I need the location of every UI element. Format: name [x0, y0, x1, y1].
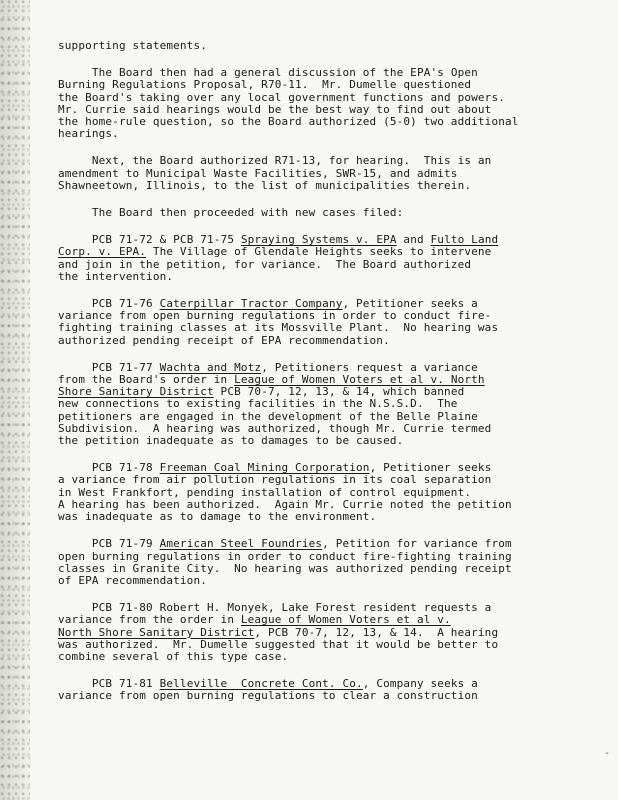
paragraph-text: , PCB 70-7, 12, 13, & 14. A hearing was authorized. Mr. Dumelle suggested that it would be better to combine several of this type case.	[58, 625, 499, 663]
paragraph-text: PCB 71-72 & PCB 71-75	[58, 233, 241, 247]
paragraph-text: , Company seeks a variance from open burning regulations to clear a construction	[58, 677, 478, 703]
paragraph-text: , Petition for variance from open burning regulations in order to conduct fire-fighting training classes in Granite City. No hearing was authorized pending receipt of EPA recommendation.	[58, 537, 512, 587]
paragraph-text: PCB 71-77	[58, 360, 160, 374]
paragraph-p6	[58, 362, 594, 447]
paragraph-text: PCB 71-76	[58, 297, 160, 311]
paragraph-p4	[58, 234, 594, 283]
paragraph-p3	[58, 207, 594, 219]
underlined-case-name: League of Women Voters et al v. North Shore Sanitary District	[58, 373, 485, 399]
underlined-case-name: Wachta and Motz	[159, 360, 262, 374]
underlined-case-name: Belleville Concrete Cont. Co.	[159, 677, 363, 691]
paragraph-text: PCB 71-80 Robert H. Monyek, Lake Forest resident requests a variance from the order in	[58, 601, 492, 627]
document-body	[58, 40, 594, 718]
underlined-case-name: League of Women Voters et al v. North Shore Sanitary District	[58, 613, 451, 639]
paragraph-text: PCB 70-7, 12, 13, & 14, which banned new connections to existing facilities in the N.S.S.D. The petitioners are engaged in the development of the Belle Plaine Subdivision. A hearing was authorized, though Mr. Currie termed the petition inadequate as to damages to be caused.	[58, 385, 492, 448]
paragraph-p0	[58, 40, 594, 52]
paragraph-text: , Petitioner seeks a variance from air pollution regulations in its coal separation in West Frankfort, pending installation of control equipment. A hearing has been authorized. Again Mr. Currie noted the petition was inadequate as to damage to the environment.	[58, 461, 512, 524]
underlined-case-name: Spraying Systems v. EPA	[240, 233, 397, 247]
paragraph-text: The Board then proceeded with new cases filed:	[58, 206, 404, 220]
underlined-case-name: Caterpillar Tractor Company	[159, 297, 343, 311]
paragraph-text: supporting statements.	[58, 39, 207, 52]
paragraph-text: PCB 71-81	[58, 677, 160, 691]
paragraph-text: The Board then had a general discussion of the EPA's Open Burning Regulations Proposal, R70-11. Mr. Dumelle questioned the Board's taking over any local government functions and powers. Mr. Currie said hearings would be the best way to find out about the home-rule question, so the Board authorized (5-0) two additional hearings.	[58, 66, 519, 141]
paragraph-text: Next, the Board authorized R71-13, for hearing. This is an amendment to Municipal Waste Facilities, SWR-15, and admits Shawneetown, Illinois, to the list of municipalities therein.	[58, 154, 492, 192]
paragraph-p1	[58, 67, 594, 140]
underlined-case-name: Freeman Coal Mining Corporation	[159, 461, 370, 475]
paragraph-p9	[58, 602, 594, 663]
paragraph-p7	[58, 462, 594, 523]
underlined-case-name: American Steel Foundries	[159, 537, 323, 551]
scanned-page-edge	[0, 0, 30, 800]
paragraph-text: , Petitioner seeks a variance from open burning regulations in order to conduct fire- fighting training classes at its Mossville Plant. No hearing was authorized pending receipt of EPA recommendation.	[58, 297, 499, 347]
margin-mark: -	[603, 748, 610, 759]
paragraph-p10	[58, 678, 594, 702]
paragraph-p5	[58, 298, 594, 347]
paragraph-text: PCB 71-79	[58, 537, 160, 551]
paragraph-text: , Petitioners request a variance from the Board's order in	[58, 360, 478, 387]
underlined-case-name: Fulto Land Corp. v. EPA.	[58, 233, 499, 259]
paragraph-p8	[58, 538, 594, 587]
paragraph-p2	[58, 155, 594, 192]
paragraph-text: The Village of Glendale Heights seeks to intervene and join in the petition, for variance. The Board authorized the intervention.	[58, 245, 492, 283]
paragraph-text: PCB 71-78	[58, 461, 160, 475]
paragraph-text: and	[396, 233, 431, 247]
